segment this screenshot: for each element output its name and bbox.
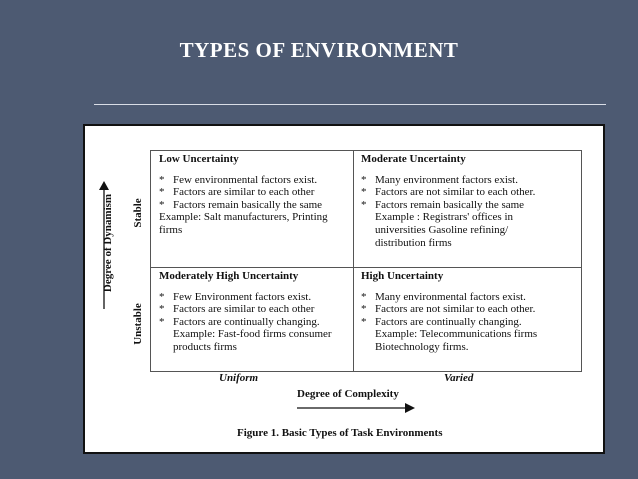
title-divider	[94, 104, 606, 105]
cell-bullet: * Factors are continually changing.	[361, 315, 522, 328]
cell-low-uncertainty	[159, 153, 351, 237]
bullet-text: Factors are not similar to each other.	[375, 303, 536, 316]
figure-image	[83, 124, 605, 454]
y-axis-label-box	[101, 178, 115, 308]
cell-example: distribution firms	[375, 236, 452, 249]
cell-high-uncertainty	[361, 270, 581, 354]
cell-bullet: * Factors remain basically the same	[361, 198, 525, 211]
bullet-text: Factors are continually changing.	[173, 315, 320, 328]
cell-moderately-high-uncertainty	[159, 270, 351, 354]
cell-example: Example: Fast-food firms consumer	[173, 328, 332, 341]
cell-heading: Moderately High Uncertainty	[159, 270, 299, 282]
matrix-horizontal-divider	[151, 267, 581, 268]
cell-example: firms	[159, 223, 183, 236]
cell-bullet: * Factors are not similar to each other.	[361, 186, 536, 199]
cell-moderate-uncertainty	[361, 153, 581, 249]
cell-example: Example: Salt manufacturers, Printing	[159, 211, 328, 224]
bullet-text: Factors remain basically the same	[173, 198, 323, 211]
cell-bullet: * Factors are not similar to each other.	[361, 303, 536, 316]
bullet-text: Factors are not similar to each other.	[375, 186, 536, 199]
cell-bullet: * Factors are similar to each other	[159, 186, 315, 199]
y-axis-label: Degree of Dynamism	[102, 193, 114, 293]
cell-bullet: * Many environment factors exist.	[361, 173, 518, 186]
cell-example: Biotechnology firms.	[375, 340, 469, 353]
cell-example: Example: Telecommunications firms	[375, 328, 538, 341]
cell-heading: Moderate Uncertainty	[361, 153, 466, 165]
cell-example: Example : Registrars' offices in	[375, 211, 514, 224]
slide-title: TYPES OF ENVIRONMENT	[179, 38, 459, 62]
cell-example: universities Gasoline refining/	[375, 223, 509, 236]
bullet-text: Factors are similar to each other	[173, 303, 315, 316]
bullet-text: Many environment factors exist.	[375, 173, 518, 186]
cell-bullet: * Few environmental factors exist.	[159, 173, 318, 186]
bullet-text: Many environmental factors exist.	[375, 290, 526, 303]
cell-bullet: * Factors are continually changing.	[159, 315, 320, 328]
bullet-text: Factors are similar to each other	[173, 186, 315, 199]
unstable-label: Unstable	[132, 303, 144, 345]
bullet-text: Factors remain basically the same	[375, 198, 525, 211]
uncertainty-matrix	[150, 150, 582, 372]
bullet-text: Few Environment factors exist.	[173, 290, 312, 303]
x-axis-label: Degree of Complexity	[297, 388, 399, 400]
cell-bullet: * Factors remain basically the same	[159, 198, 323, 211]
stable-label-box	[131, 188, 145, 238]
cell-bullet: * Factors are similar to each other	[159, 303, 315, 316]
cell-bullet: * Many environmental factors exist.	[361, 290, 526, 303]
figure-caption: Figure 1. Basic Types of Task Environments	[237, 427, 443, 439]
varied-label: Varied	[444, 372, 474, 384]
stable-label: Stable	[132, 198, 144, 228]
unstable-label-box	[131, 299, 145, 349]
matrix-vertical-divider	[353, 151, 354, 371]
uniform-label: Uniform	[219, 372, 259, 384]
cell-heading: Low Uncertainty	[159, 153, 239, 165]
cell-example: products firms	[173, 340, 237, 353]
cell-bullet: * Few Environment factors exist.	[159, 290, 312, 303]
bullet-text: Factors are continually changing.	[375, 315, 522, 328]
bullet-text: Few environmental factors exist.	[173, 173, 318, 186]
cell-heading: High Uncertainty	[361, 270, 444, 282]
x-axis-arrow	[297, 402, 415, 414]
